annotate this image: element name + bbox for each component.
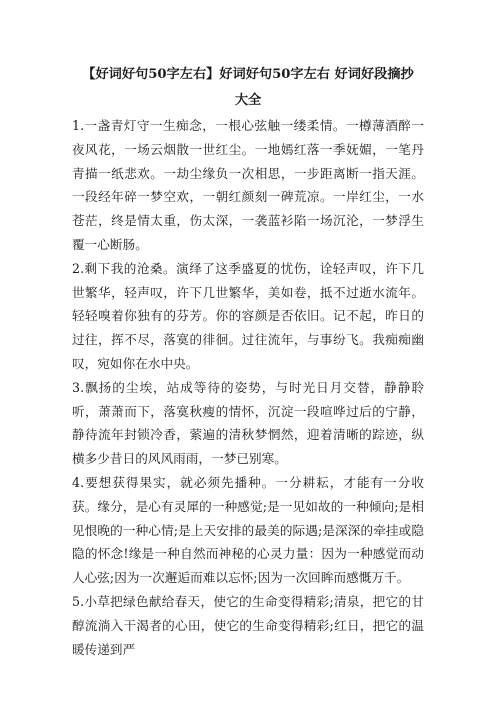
document-title: 【好词好句50字左右】好词好句50字左右 好词好段摘抄 大全 [82, 67, 414, 108]
paragraph-4: 4.要想获得果实，就必须先播种。一分耕耘，才能有一分收获。缘分，是心有灵犀的一种感觉;是一见如故的一种倾向;是相见恨晚的一种心情;是上天安排的最美的际遇;是深深的牵挂或隐隐的怀念!缘是一种自然而神秘的心灵力量：因为一种感觉而动人心弦;因为一次邂逅而难以忘怀;因为一次回眸而感慨万千。 [72, 474, 424, 586]
paragraph-3: 3.飘扬的尘埃，站成等待的姿势，与时光日月交替，静静聆听，萧萧而下，落寞秋瘦的情怀，沉淀一段喧哗过后的宁静，静待流年封锁冷香，萦遍的清秋梦惘然，迎着清晰的踪迹，纵横多少昔日的风风雨雨，一梦已别寒。 [72, 379, 424, 467]
document-page [72, 62, 424, 661]
paragraph-5: 5.小草把绿色献给春天，使它的生命变得精彩;清泉，把它的甘醇流淌入干渴者的心田，使它的生命变得精彩;红日，把它的温暖传递到严 [72, 593, 424, 657]
paragraph-1: 1.一盏青灯守一生痴念，一根心弦触一缕柔情。一樽薄酒醉一夜风花，一场云烟散一世红尘。一地嫣红落一季妩媚，一笔丹青描一纸悲欢。一劫尘缘负一次相思，一步距离断一指天涯。一段经年碎一梦空欢，一朝红颜刻一碑荒凉。一岸红尘，一水苍茫，终是情太重，伤太深，一袭蓝衫陷一场沉沦，一梦浮生覆一心断肠。 [72, 118, 424, 252]
paragraph-2: 2.剩下我的沧桑。演绎了这季盛夏的忧伤，诠轻声叹，许下几世繁华，轻声叹，许下几世繁华，美如卷，抵不过逝水流年。轻轻嗅着你独有的芬芳。你的容颜是否依旧。记不起，昨日的过往，挥不尽，落寞的徘徊。过往流年，与事纷飞。我痴痴幽叹，宛如你在水中央。 [72, 260, 424, 371]
